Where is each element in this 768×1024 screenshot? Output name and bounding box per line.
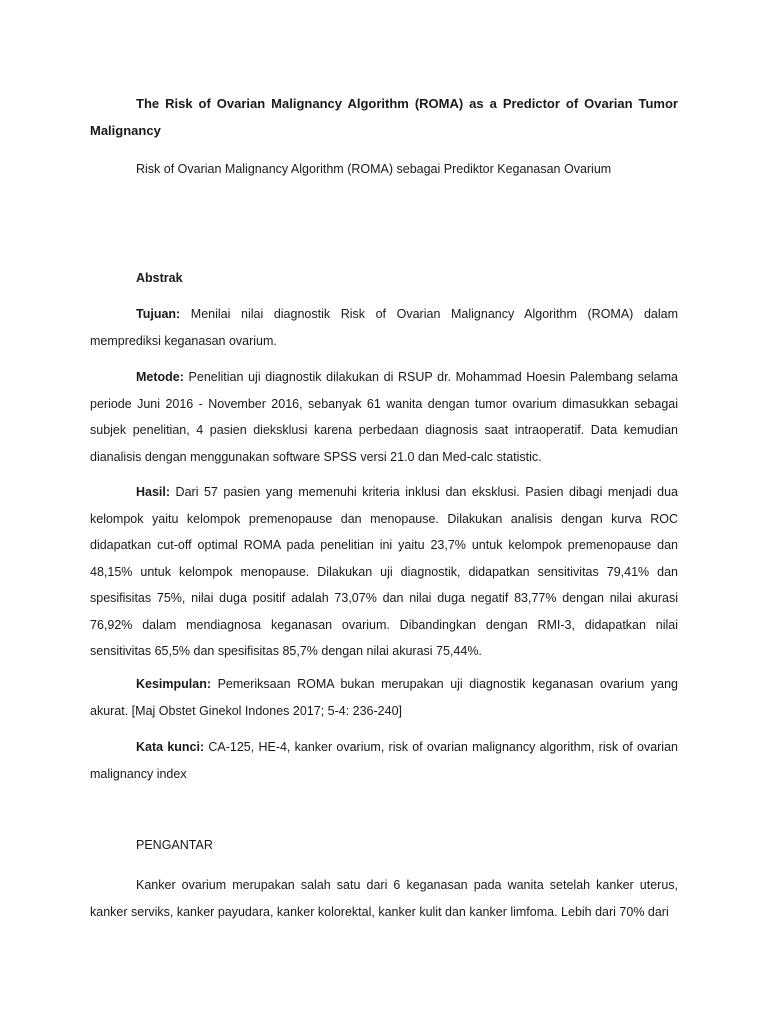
- abstract-conclusion: [90, 671, 678, 724]
- results-label: Hasil:: [136, 485, 171, 499]
- conclusion-label: Kesimpulan:: [136, 677, 212, 691]
- keywords-text: CA-125, HE-4, kanker ovarium, risk of ovarian malignancy algorithm, risk of ovarian malignancy index: [90, 740, 678, 781]
- abstract-results: [90, 479, 678, 665]
- conclusion-text: Pemeriksaan ROMA bukan merupakan uji diagnostik keganasan ovarium yang akurat. [Maj Obstet Ginekol Indones 2017; 5-4: 236-240]: [90, 677, 678, 718]
- keywords: [90, 734, 678, 787]
- paper-title: The Risk of Ovarian Malignancy Algorithm (ROMA) as a Predictor of Ovarian Tumor Malignancy: [90, 96, 678, 138]
- method-label: Metode:: [136, 370, 184, 384]
- abstract-method: [90, 364, 678, 470]
- intro-paragraph: Kanker ovarium merupakan salah satu dari 6 keganasan pada wanita setelah kanker uterus, kanker serviks, kanker payudara, kanker kolorektal, kanker kulit dan kanker limfoma. Lebih dari 70% dari: [90, 878, 678, 919]
- abstract-objective: [90, 301, 678, 354]
- intro-heading: PENGANTAR: [136, 838, 213, 852]
- abstract-heading: Abstrak: [136, 271, 183, 285]
- paper-subtitle: Risk of Ovarian Malignancy Algorithm (ROMA) sebagai Prediktor Keganasan Ovarium: [136, 162, 612, 176]
- results-text: Dari 57 pasien yang memenuhi kriteria inklusi dan eksklusi. Pasien dibagi menjadi dua kelompok yaitu kelompok premenopause dan menopause. Dilakukan analisis dengan kurva ROC didapatkan cut-off optimal ROMA pada penelitian ini yaitu 23,7% untuk kelompok premenopause dan 48,15% untuk kelompok menopause. Dilakukan uji diagnostik, didapatkan sensitivitas 79,41% dan spesifisitas 75%, nilai duga positif adalah 73,07% dan nilai duga negatif 83,77% dengan nilai akurasi 76,92% dalam mendiagnosa keganasan ovarium. Dibandingkan dengan RMI-3, didapatkan nilai sensitivitas 65,5% dan spesifisitas 85,7% dengan nilai akurasi 75,44%.: [90, 485, 678, 658]
- objective-label: Tujuan:: [136, 307, 181, 321]
- keywords-label: Kata kunci:: [136, 740, 205, 754]
- objective-text: Menilai nilai diagnostik Risk of Ovarian Malignancy Algorithm (ROMA) dalam memprediksi keganasan ovarium.: [90, 307, 678, 348]
- method-text: Penelitian uji diagnostik dilakukan di RSUP dr. Mohammad Hoesin Palembang selama periode Juni 2016 - November 2016, sebanyak 61 wanita dengan tumor ovarium dimasukkan sebagai subjek penelitian, 4 pasien dieksklusi karena perbedaan diagnosis saat intraoperatif. Data kemudian dianalisis dengan menggunakan software SPSS versi 21.0 dan Med-calc statistic.: [90, 370, 678, 464]
